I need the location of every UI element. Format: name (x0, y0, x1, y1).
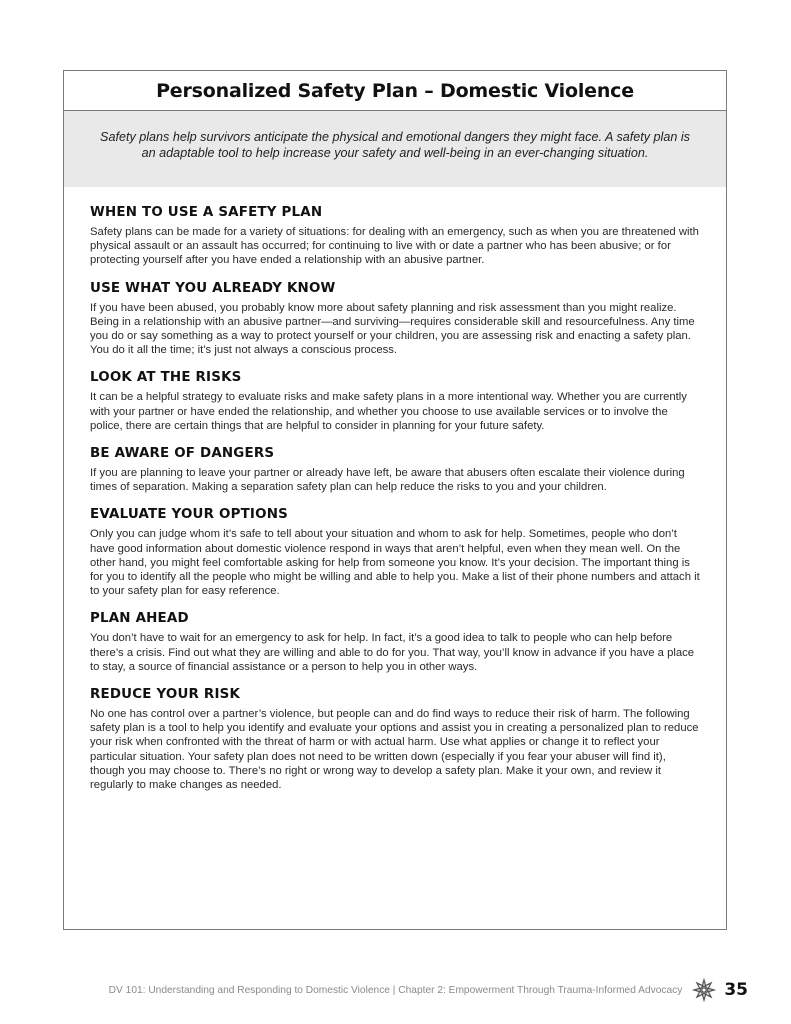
title-bar (64, 71, 726, 111)
content-area (64, 187, 726, 792)
section-body: It can be a helpful strategy to evaluate risks and make safety plans in a more intentional way. Whether you are currently with your partner or have ended the relationship, and whether you choose to use available services or to involve the police, there are certain things that are helpful to consider in planning for your future safety. (90, 391, 687, 432)
intro-box (64, 111, 726, 187)
geometric-star-logo-icon (692, 978, 716, 1002)
section-evaluate-options (90, 507, 700, 598)
page-title: Personalized Safety Plan – Domestic Violence (156, 79, 634, 102)
section-body: Safety plans can be made for a variety of situations: for dealing with an emergency, such as when you are threatened with physical assault or an assault has occurred; for continuing to live with or date a partner who has been abusive; or for protecting yourself after you have ended a relationship with an abusive partner. (90, 226, 699, 267)
section-body: If you have been abused, you probably know more about safety planning and risk assessment than you might realize. Being in a relationship with an abusive partner—and surviving—requires considerable skill and resourcefulness. Any time you do or say something as a way to protect yourself or your children, you are assessing risk and enacting a safety plan. You do it all the time; it’s just not always a conscious process. (90, 301, 695, 357)
section-look-at-risks (90, 370, 700, 433)
section-heading: REDUCE YOUR RISK (90, 687, 241, 703)
section-be-aware (90, 446, 700, 494)
footer-text: DV 101: Understanding and Responding to Domestic Violence | Chapter 2: Empowerment Through Trauma-Informed Advocacy (108, 984, 683, 996)
intro-text: Safety plans help survivors anticipate the physical and emotional dangers they might face. A safety plan is an adaptable tool to help increase your safety and well-being in an ever-changing situation. (100, 130, 690, 160)
section-heading: PLAN AHEAD (90, 611, 189, 627)
section-heading: USE WHAT YOU ALREADY KNOW (90, 280, 336, 296)
section-heading: BE AWARE OF DANGERS (90, 446, 275, 462)
section-body: No one has control over a partner’s violence, but people can and do find ways to reduce their risk of harm. The following safety plan is a tool to help you identify and evaluate your options and assist you in creating a personalized plan to reduce your risk when confronted with the threat of harm or with actual harm. Use what applies or change it to reflect your particular situation. Your safety plan does not need to be written down (especially if you fear your abuser will find it), though you may choose to. There’s no right or wrong way to develop a safety plan. Make it your own, and review it regularly to make changes as needed. (90, 708, 699, 792)
section-body: If you are planning to leave your partner or already have left, be aware that abusers often escalate their violence during times of separation. Making a separation safety plan can help reduce the risks to you and your children. (90, 467, 685, 494)
page-footer (48, 978, 748, 1002)
section-body: You don’t have to wait for an emergency to ask for help. In fact, it’s a good idea to talk to people who can help before there’s a crisis. Find out what they are willing and able to do for you. That way, you’ll know in advance if you have a place to stay, a source of financial assistance or a person to help you in other ways. (90, 632, 695, 673)
page-number: 35 (724, 980, 748, 1000)
safety-plan-frame (63, 70, 727, 930)
section-use-what-you-know (90, 281, 700, 358)
section-heading: EVALUATE YOUR OPTIONS (90, 507, 288, 523)
section-reduce-risk (90, 687, 700, 792)
section-plan-ahead (90, 611, 700, 674)
section-heading: WHEN TO USE A SAFETY PLAN (90, 205, 323, 220)
section-when-to-use (90, 205, 700, 268)
section-heading: LOOK AT THE RISKS (90, 370, 242, 386)
section-body: Only you can judge whom it’s safe to tell about your situation and whom to ask for help. Sometimes, people who don’t have good information about domestic violence respond in ways that aren’t helpful, even when they mean well. On the other hand, you might feel comfortable asking for help from someone you know. It’s your decision. The important thing is for you to identify all the people who might be willing and able to help you. Make a list of their phone numbers and attach it to your safety plan for easy reference. (90, 528, 700, 598)
